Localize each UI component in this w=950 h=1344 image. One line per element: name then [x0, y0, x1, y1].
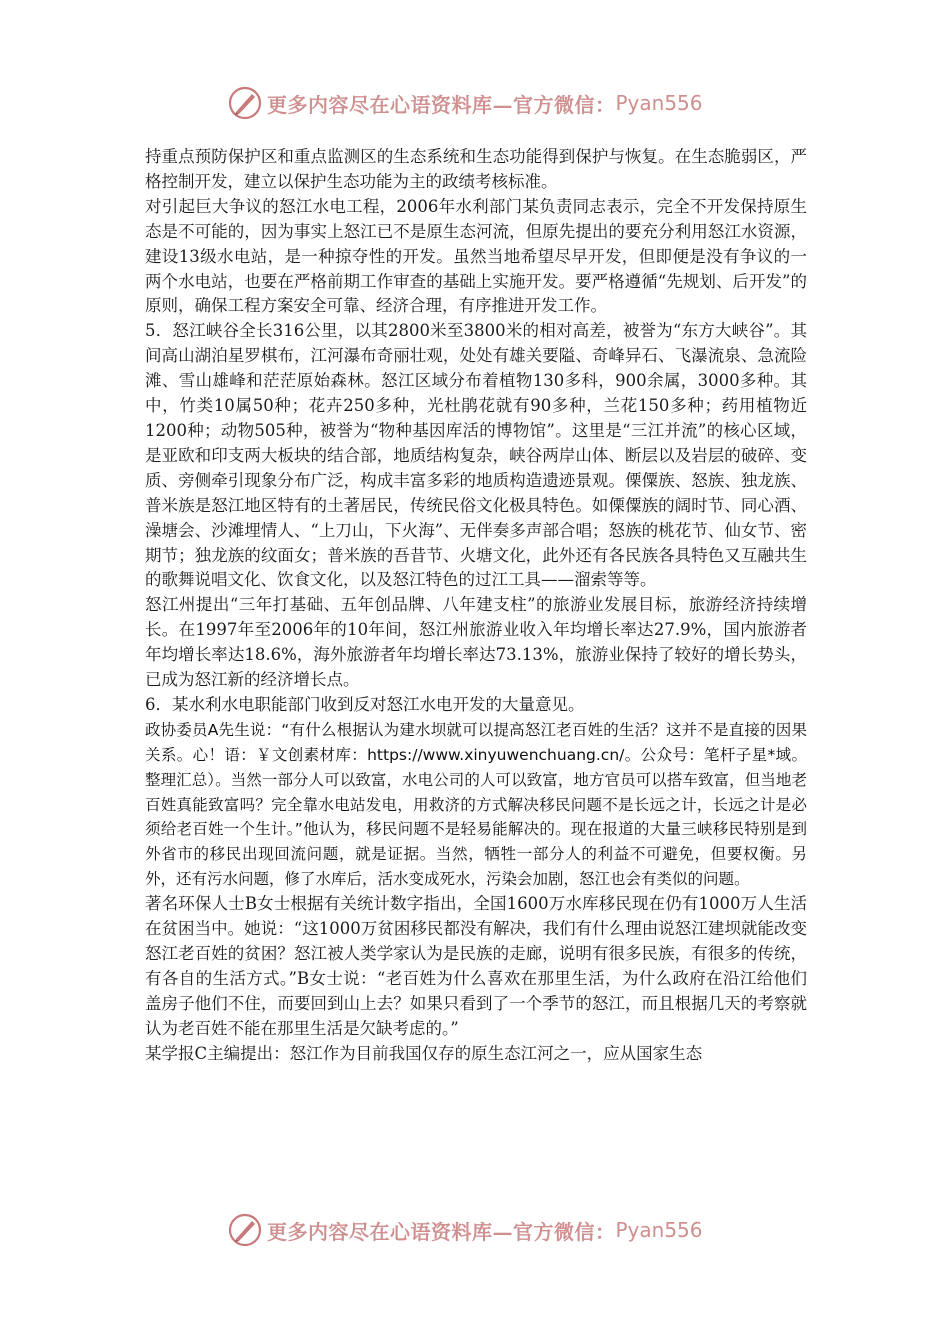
banner-wechat-id: Pyan556: [615, 1218, 703, 1242]
pen-circle-logo-icon: [227, 85, 263, 121]
paragraph: 著名环保人士B女士根据有关统计数字指出，全国1600万水库移民现在仍有1000万人生活在贫困当中。她说：“这1000万贫困移民都没有解决，我们有什么理由说怒江建坝就能改变怒江老百姓的贫困？怒江被人类学家认为是民族的走廊，说明有很多民族，有很多的传统，有各自的生活方式。”B女士说：“老百姓为什么喜欢在那里生活，为什么政府在沿江给他们盖房子他们不住，而要回到山上去？如果只看到了一个季节的怒江，而且根据几天的考察就认为老百姓不能在那里生活是欠缺考虑的。”: [145, 894, 807, 1038]
document-body: [145, 145, 807, 1067]
paragraph: 6．某水利水电职能部门收到反对怒江水电开发的大量意见。: [145, 694, 585, 714]
paragraph: 政协委员A先生说：“有什么根据认为建水坝就可以提高怒江老百姓的生活？这并不是直接的因果关系。心！语：￥文创素材库：https://www.xinyuwenchuang.cn/。公众号：笔杆子星*域。整理汇总）。当然一部分人可以致富，水电公司的人可以致富，地方官员可以搭车致富，但当地老百姓真能致富吗？完全靠水电站发电，用救济的方式解决移民问题不是长远之计，长远之计是必须给老百姓一个生计。”他认为，移民问题不是轻易能解决的。现在报道的大量三峡移民特别是到外省市的移民出现回流问题，就是证据。当然，牺牲一部分人的利益不可避免，但要权衡。另外，还有污水问题，修了水库后，活水变成死水，污染会加剧，怒江也会有类似的问题。: [145, 720, 807, 889]
paragraph: 怒江州提出“三年打基础、五年创品牌、八年建支柱”的旅游业发展目标，旅游经济持续增长。在1997年至2006年的10年间，怒江州旅游业收入年均增长率达27.9%，国内旅游者年均增长率达18.6%，海外旅游者年均增长率达73.13%，旅游业保持了较好的增长势头，已成为怒江新的经济增长点。: [145, 595, 807, 690]
paragraph: 5．怒江峡谷全长316公里，以其2800米至3800米的相对高差，被誉为“东方大峡谷”。其间高山湖泊星罗棋布，江河瀑布奇丽壮观，处处有雄关要隘、奇峰异石、飞瀑流泉、急流险滩、雪山雄峰和茫茫原始森林。怒江区域分布着植物130多科，900余属，3000多种。其中，竹类10属50种；花卉250多种，光杜鹃花就有90多种，兰花150多种；药用植物近1200种；动物505种，被誉为“物种基因库活的博物馆”。这里是“三江并流”的核心区域，是亚欧和印支两大板块的结合部，地质结构复杂，峡谷两岸山体、断层以及岩层的破碎、变质、旁侧牵引现象分布广泛，构成丰富多彩的地质构造遗迹景观。傈僳族、怒族、独龙族、普米族是怒江地区特有的土著居民，传统民俗文化极具特色。如傈僳族的阔时节、同心酒、澡塘会、沙滩埋情人、“上刀山，下火海”、无伴奏多声部合唱；怒族的桃花节、仙女节、密期节；独龙族的纹面女；普米族的吾昔节、火塘文化，此外还有各民族各具特色又互融共生的歌舞说唱文化、饮食文化，以及怒江特色的过江工具——溜索等等。: [145, 321, 807, 590]
paragraph: 持重点预防保护区和重点监测区的生态系统和生态功能得到保护与恢复。在生态脆弱区，严格控制开发，建立以保护生态功能为主的政绩考核标准。: [145, 147, 807, 191]
banner-text: 更多内容尽在心语资料库—官方微信：: [267, 1219, 616, 1244]
footer-banner: [227, 1210, 727, 1250]
banner-wechat-id: Pyan556: [615, 91, 703, 115]
banner-text: 更多内容尽在心语资料库—官方微信：: [267, 92, 616, 117]
paragraph: 某学报C主编提出：怒江作为目前我国仅存的原生态江河之一，应从国家生态: [145, 1043, 703, 1063]
pen-circle-logo-icon: [227, 1212, 263, 1248]
header-banner: [227, 83, 727, 123]
paragraph: 对引起巨大争议的怒江水电工程，2006年水利部门某负责同志表示，完全不开发保持原生态是不可能的，因为事实上怒江已不是原生态河流，但原先提出的要充分利用怒江水资源，建设13级水电站，是一种掠夺性的开发。虽然当地希望尽早开发，但即便是没有争议的一两个水电站，也要在严格前期工作审查的基础上实施开发。要严格遵循“先规划、后开发”的原则，确保工程方案安全可靠、经济合理，有序推进开发工作。: [145, 196, 807, 316]
